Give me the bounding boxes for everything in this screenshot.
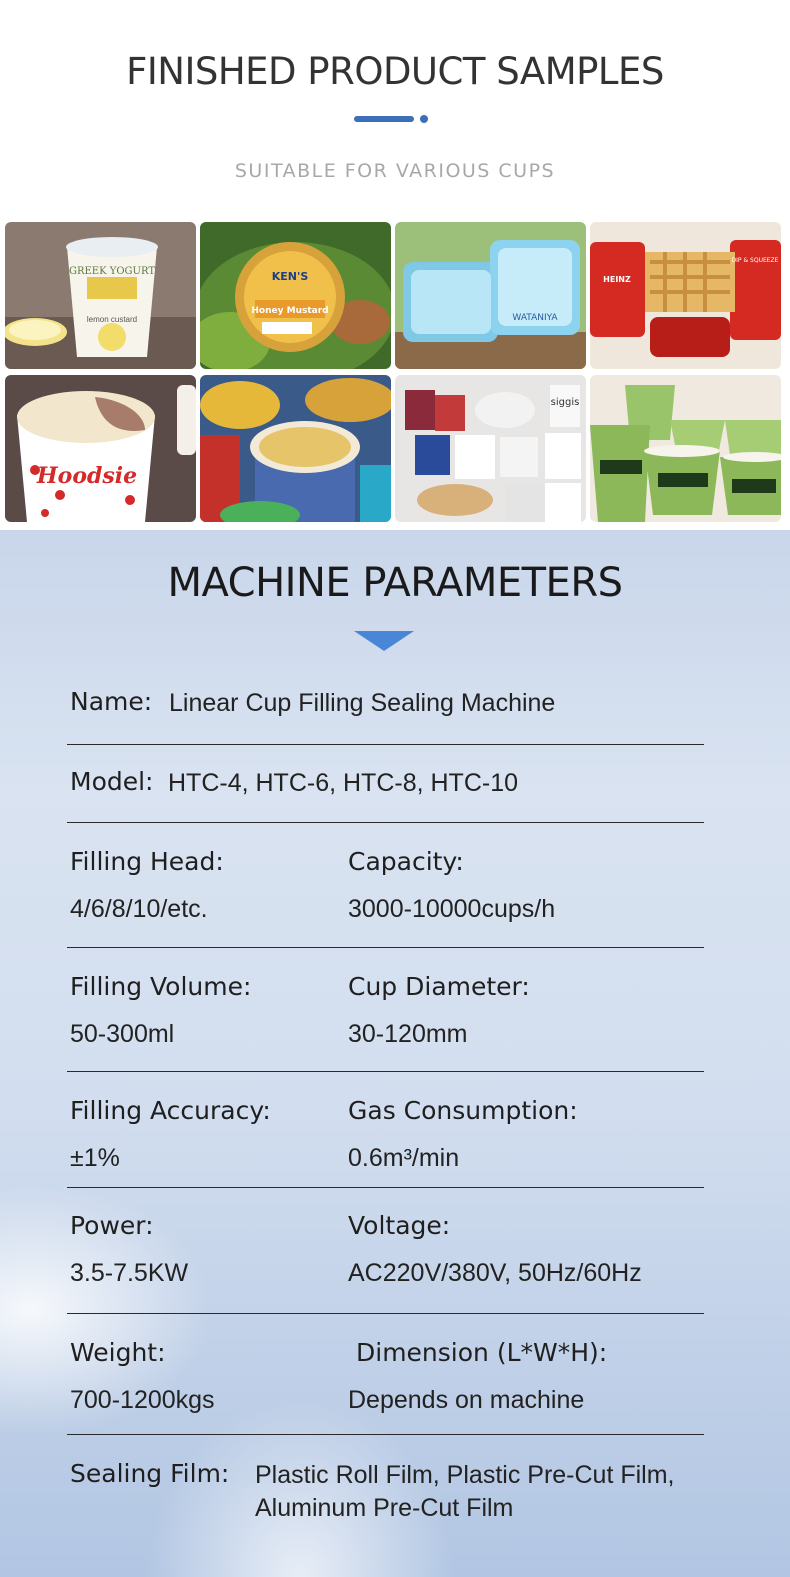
cup-diameter-value: 30-120mm [348, 1020, 468, 1048]
photo-subcaption: DIP & SQUEEZE [731, 257, 779, 264]
photo-yogurt-assortment [395, 375, 586, 522]
voltage-value: AC220V/380V, 50Hz/60Hz [348, 1259, 642, 1287]
photo-yogurt-cup [5, 222, 196, 369]
samples-title: FINISHED PRODUCT SAMPLES [126, 50, 664, 93]
filling-accuracy-value: ±1% [70, 1144, 120, 1172]
filling-head-label: Filling Head: [70, 847, 224, 876]
photo-caption: HEINZ [603, 275, 631, 284]
sample-photo-grid [5, 222, 786, 525]
photo-subcaption: Honey Mustard [251, 306, 329, 316]
gas-consumption-value: 0.6m³/min [348, 1144, 460, 1172]
photo-caption: KEN'S [271, 270, 309, 283]
divider [67, 822, 704, 823]
photo-caption: Hoodsie [36, 463, 138, 489]
voltage-label: Voltage: [348, 1211, 451, 1240]
photo-subcaption: lemon custard [86, 315, 138, 324]
divider [67, 1434, 704, 1435]
weight-label: Weight: [70, 1338, 166, 1367]
divider [67, 744, 704, 745]
cup-diameter-label: Cup Diameter: [348, 972, 530, 1001]
model-label: Model: [70, 767, 154, 796]
photo-caption: GREEK YOGURT [68, 266, 156, 277]
divider [67, 1187, 704, 1188]
capacity-value: 3000-10000cups/h [348, 895, 556, 923]
weight-value: 700-1200kgs [70, 1386, 215, 1414]
chevron-down-icon [354, 631, 414, 651]
sealing-film-value-line1: Plastic Roll Film, Plastic Pre-Cut Film, [255, 1461, 675, 1489]
power-label: Power: [70, 1211, 154, 1240]
divider [67, 1071, 704, 1072]
power-value: 3.5-7.5KW [70, 1259, 189, 1287]
photo-caption: WATANIYA [512, 313, 558, 323]
samples-section [0, 0, 790, 530]
filling-volume-label: Filling Volume: [70, 972, 252, 1001]
title-underline [354, 116, 414, 122]
photo-water-cups [395, 222, 586, 369]
parameters-title: MACHINE PARAMETERS [167, 560, 623, 606]
gas-consumption-label: Gas Consumption: [348, 1096, 578, 1125]
title-underline-dot [420, 115, 428, 123]
dimension-value: Depends on machine [348, 1386, 585, 1414]
name-label: Name: [70, 687, 153, 716]
parameters-section [0, 530, 790, 1577]
model-value: HTC-4, HTC-6, HTC-8, HTC-10 [168, 769, 519, 797]
photo-noodle-cups [200, 375, 391, 522]
sealing-film-value-line2: Aluminum Pre-Cut Film [255, 1494, 514, 1522]
photo-dressing-cup [200, 222, 391, 369]
photo-paper-cups [590, 375, 781, 522]
filling-head-value: 4/6/8/10/etc. [70, 895, 208, 923]
divider [67, 947, 704, 948]
name-value: Linear Cup Filling Sealing Machine [169, 689, 556, 717]
photo-icecream-cup [5, 375, 196, 522]
samples-subtitle: SUITABLE FOR VARIOUS CUPS [234, 160, 556, 182]
capacity-label: Capacity: [348, 847, 464, 876]
dimension-label: Dimension (L*W*H): [356, 1338, 608, 1367]
photo-ketchup-cups [590, 222, 781, 369]
divider [67, 1313, 704, 1314]
photo-caption: siggis [550, 397, 580, 408]
filling-volume-value: 50-300ml [70, 1020, 175, 1048]
sealing-film-label: Sealing Film: [70, 1459, 230, 1488]
filling-accuracy-label: Filling Accuracy: [70, 1096, 271, 1125]
